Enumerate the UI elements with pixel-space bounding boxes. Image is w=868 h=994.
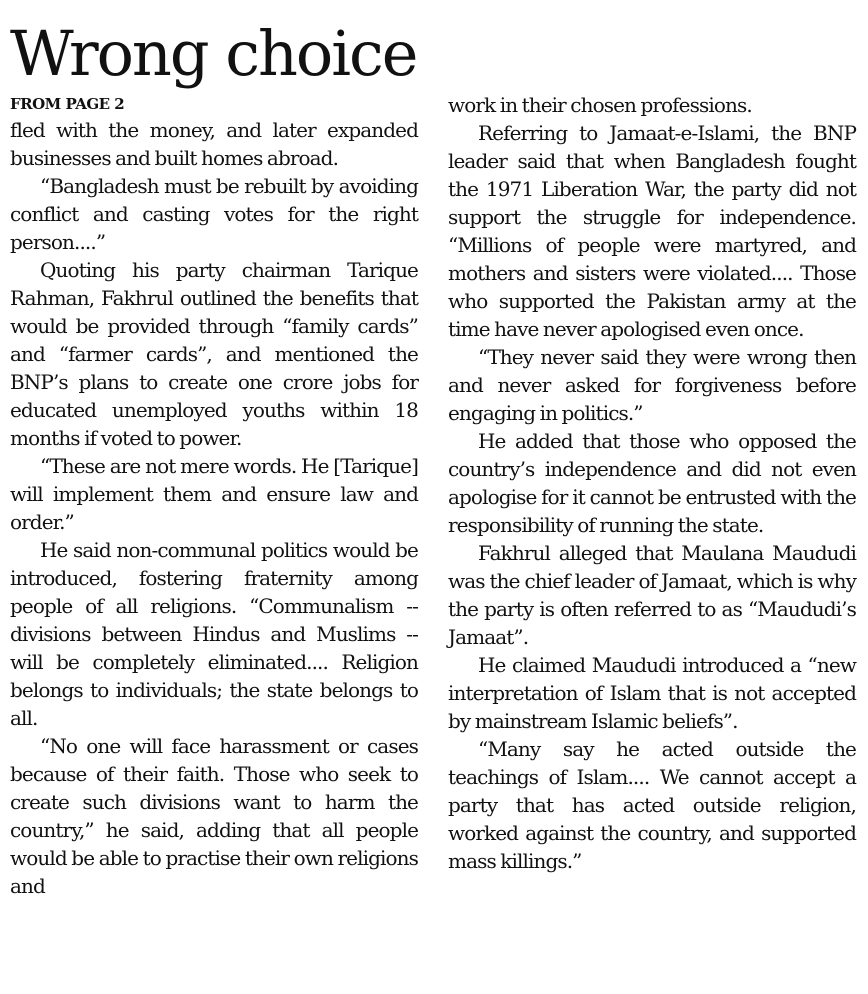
- paragraph: Fakhrul alleged that Maulana Maududi was the chief leader of Jamaat, which is why the party is often referred to as “Maududi’s Jamaat”.: [448, 541, 856, 649]
- headline: Wrong choice: [10, 17, 417, 90]
- paragraph: Referring to Jamaat-e-Islami, the BNP leader said that when Bangladesh fought the 1971 Liberation War, the party did not support the struggle for independence. “Millions of people were martyred, and mothers and sisters were violated.... Those who supported the Pakistan army at the time have never apologised even once.: [448, 121, 856, 341]
- paragraph: “Bangladesh must be rebuilt by avoiding conflict and casting votes for the right person....”: [10, 174, 418, 254]
- article-column-left: [10, 116, 418, 900]
- paragraph: “Many say he acted outside the teachings of Islam.... We cannot accept a party that has acted outside religion, worked against the country, and supported mass killings.”: [448, 737, 856, 873]
- paragraph: Quoting his party chairman Tarique Rahman, Fakhrul outlined the benefits that would be provided through “family cards” and “farmer cards”, and mentioned the BNP’s plans to create one crore jobs for educated unemployed youths within 18 months if voted to power.: [10, 258, 418, 450]
- paragraph: He said non-communal politics would be introduced, fostering fraternity among people of all religions. “Communalism -- divisions between Hindus and Muslims -- will be completely eliminated.... Religion belongs to individuals; the state belongs to all.: [10, 538, 418, 730]
- paragraph: “These are not mere words. He [Tarique] will implement them and ensure law and order.”: [10, 454, 418, 534]
- paragraph: “They never said they were wrong then and never asked for forgiveness before engaging in politics.”: [448, 345, 856, 425]
- paragraph: fled with the money, and later expanded businesses and built homes abroad.: [10, 118, 418, 170]
- paragraph: He added that those who opposed the country’s independence and did not even apologise for it cannot be entrusted with the responsibility of running the state.: [448, 429, 856, 537]
- paragraph: “No one will face harassment or cases because of their faith. Those who seek to create such divisions want to harm the country,” he said, adding that all people would be able to practise their own religions and: [10, 734, 418, 898]
- jump-label: FROM PAGE 2: [10, 95, 125, 113]
- article-column-right: [448, 91, 856, 875]
- paragraph: He claimed Maududi introduced a “new interpretation of Islam that is not accepted by mainstream Islamic beliefs”.: [448, 653, 856, 733]
- paragraph: work in their chosen professions.: [448, 93, 752, 117]
